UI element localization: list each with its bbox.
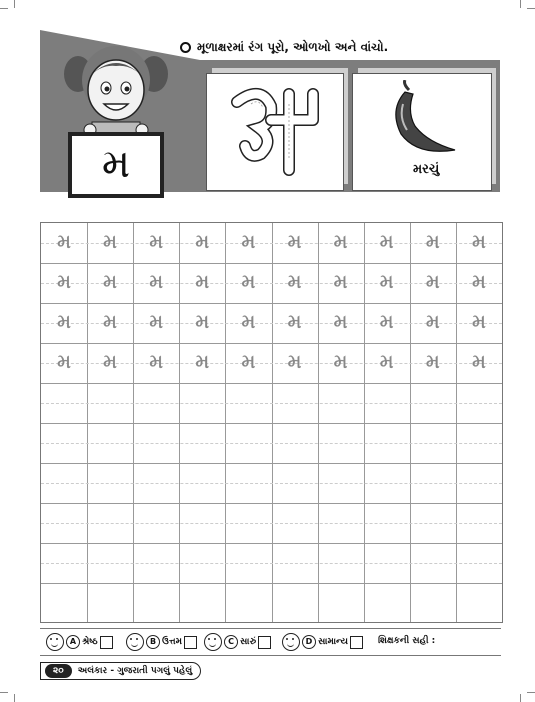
page-number: ૨૦ [45,664,72,678]
outline-letter-panel [206,73,344,191]
grid-row-line [41,423,502,424]
smiley-face-icon [46,633,64,651]
instruction-text: મૂળાક્ષરમાં રંગ પૂરો, ઓળખો અને વાંચો. [197,40,389,54]
trace-letter[interactable]: મ [471,349,486,373]
crop-mark [14,694,15,702]
trace-letter[interactable]: મ [333,229,348,253]
grade-checkbox[interactable] [350,636,363,649]
grade-d [282,632,363,652]
trace-letter[interactable]: મ [287,269,302,293]
trace-letter[interactable]: મ [425,349,440,373]
crop-mark [527,8,535,9]
trace-letter[interactable]: મ [333,269,348,293]
crop-mark [520,0,521,8]
trace-letter[interactable]: મ [333,349,348,373]
trace-letter[interactable]: મ [56,349,72,373]
trace-letter[interactable]: મ [195,229,210,253]
book-title: અલંકાર - ગુજરાતી પગલું પહેલું [77,666,193,676]
trace-letter[interactable]: મ [149,309,164,333]
trace-letter[interactable]: મ [287,349,302,373]
grade-letter: C [224,635,238,649]
crop-mark [527,692,535,693]
trace-letter[interactable]: મ [379,309,394,333]
crop-mark [0,8,8,9]
trace-letter[interactable]: મ [241,229,256,253]
grid-row-line [41,503,502,504]
letter-board [68,132,164,198]
picture-panel [352,73,492,191]
trace-letter[interactable]: મ [195,349,210,373]
trace-letter[interactable]: મ [425,229,440,253]
grade-checkbox[interactable] [258,636,271,649]
trace-letter[interactable]: મ [287,309,302,333]
trace-letter[interactable]: મ [149,349,164,373]
grade-label: સારું [240,637,257,647]
grid-row-line [41,463,502,464]
grade-label: શ્રેષ્ઠ [82,637,98,647]
trace-letter[interactable]: મ [379,229,394,253]
grid-row-line [41,383,502,384]
trace-letter[interactable]: મ [56,229,72,253]
trace-letter[interactable]: મ [333,309,348,333]
trace-letter[interactable]: મ [471,229,486,253]
trace-letter[interactable]: મ [149,229,164,253]
grade-c [204,632,271,652]
bullet-icon [180,42,191,53]
trace-letter[interactable]: મ [241,349,256,373]
smiley-face-icon [126,633,144,651]
grade-b [126,632,197,652]
grid-row-line [41,263,502,264]
grid-guide-line [41,403,502,404]
trace-letter[interactable]: મ [195,269,210,293]
smiley-face-icon [204,633,222,651]
grade-checkbox[interactable] [100,636,113,649]
board-letter: મ [101,141,131,187]
trace-letter[interactable]: મ [56,269,72,293]
bullet-icon [46,205,57,216]
instruction-identify-write [46,203,238,218]
grid-guide-line [41,563,502,564]
smiley-face-icon [282,633,300,651]
trace-letter[interactable]: મ [287,229,302,253]
chili-pepper-icon [381,80,467,160]
footer [40,662,201,680]
trace-letter[interactable]: મ [471,269,486,293]
trace-letter[interactable]: મ [149,269,164,293]
instruction-text: મૂળાક્ષરને ઓળખો, વાંચો અને લખો. [63,203,238,217]
grade-checkbox[interactable] [184,636,197,649]
crop-mark [520,694,521,702]
grade-label: ઉત્તમ [162,637,183,647]
trace-letter[interactable]: મ [471,309,486,333]
grade-a [46,632,113,652]
grade-letter: A [66,635,80,649]
trace-letter[interactable]: મ [103,309,118,333]
trace-letter[interactable]: મ [379,269,394,293]
trace-letter[interactable]: મ [241,309,256,333]
grade-label: સામાન્ય [318,637,348,647]
trace-letter[interactable]: મ [103,349,118,373]
girl-illustration-icon [56,30,176,140]
grid-row-line [41,583,502,584]
crop-mark [14,0,15,8]
grid-guide-line [41,443,502,444]
trace-letter[interactable]: મ [425,309,440,333]
teacher-signature-label: શિક્ષકની સહી : [378,636,436,646]
trace-letter[interactable]: મ [195,309,210,333]
crop-mark [0,692,8,693]
outline-letter-icon[interactable] [231,84,321,176]
trace-letter[interactable]: મ [425,269,440,293]
trace-letter[interactable]: મ [379,349,394,373]
picture-label: મરચું [413,162,440,177]
grid-guide-line [41,523,502,524]
grid-row-line [41,343,502,344]
grid-guide-line [41,483,502,484]
instruction-color-read [180,40,388,55]
grade-letter: B [146,635,160,649]
trace-letter[interactable]: મ [241,269,256,293]
grid-row-line [41,543,502,544]
grid-row-line [41,303,502,304]
trace-letter[interactable]: મ [103,229,118,253]
trace-letter[interactable]: મ [56,309,72,333]
trace-letter[interactable]: મ [103,269,118,293]
writing-practice-grid[interactable] [40,222,503,623]
grade-letter: D [302,635,316,649]
